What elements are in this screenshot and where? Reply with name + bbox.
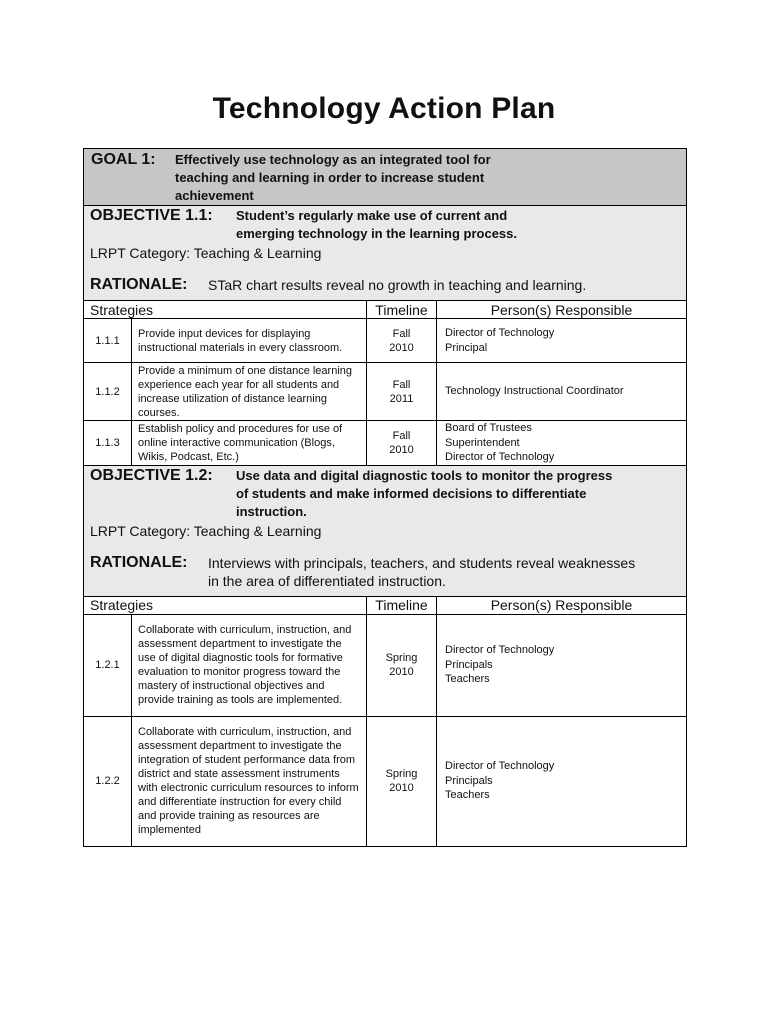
objective-cell	[84, 206, 687, 301]
goal-text-line: Effectively use technology as an integrated tool for	[175, 152, 491, 167]
goal-row	[84, 149, 687, 206]
timeline-term: Fall	[392, 327, 411, 340]
responsible-person: Technology Instructional Coordinator	[445, 385, 624, 398]
strategy-header-row	[84, 596, 687, 614]
goal-label: GOAL 1:	[91, 151, 156, 168]
responsible-person: Principals	[445, 774, 493, 787]
strategy-number: 1.1.1	[84, 319, 132, 363]
strategy-timeline	[367, 363, 437, 421]
responsible-person: Director of Technology	[445, 644, 555, 657]
strategy-responsible	[437, 421, 687, 466]
strategy-row	[84, 614, 687, 716]
responsible-person: Principal	[445, 341, 488, 354]
goal-cell	[84, 149, 687, 206]
timeline-term: Fall	[392, 429, 411, 442]
strategy-responsible	[437, 363, 687, 421]
strategy-row	[84, 363, 687, 421]
strategy-row	[84, 319, 687, 363]
strategy-number: 1.1.3	[84, 421, 132, 466]
strategy-timeline	[367, 614, 437, 716]
timeline-year: 2010	[389, 341, 414, 354]
page-title: Technology Action Plan	[212, 92, 556, 125]
responsible-person: Principals	[445, 658, 493, 671]
objective-row	[84, 206, 687, 301]
strategies-header: Strategies	[84, 596, 367, 614]
rationale-label: RATIONALE:	[90, 553, 188, 571]
objective-text-line: instruction.	[236, 503, 307, 519]
timeline-year: 2010	[389, 443, 414, 456]
timeline-term: Spring	[385, 652, 418, 664]
strategy-timeline	[367, 716, 437, 846]
strategy-row	[84, 716, 687, 846]
objective-cell	[84, 465, 687, 596]
strategy-number: 1.2.2	[84, 716, 132, 846]
timeline-year: 2010	[389, 782, 414, 794]
objective-row	[84, 465, 687, 596]
responsible-person: Teachers	[445, 673, 490, 686]
rationale-label: RATIONALE:	[90, 276, 188, 293]
strategy-responsible	[437, 319, 687, 363]
action-plan-table	[83, 148, 686, 847]
objective-text-line: emerging technology in the learning process.	[236, 226, 517, 241]
timeline-year: 2010	[389, 666, 414, 678]
strategy-description: Establish policy and procedures for use of online interactive communication (Blogs, Wikis, Podcast, Etc.)	[132, 421, 367, 466]
strategy-timeline	[367, 421, 437, 466]
responsible-person: Director of Technology	[445, 760, 555, 773]
strategy-description: Collaborate with curriculum, instruction, and assessment department to investigate the integration of student performance data from district and state assessment instruments with electronic curriculum resources to inform and differentiate instruction for every child and provide training as resources are implemented	[132, 716, 367, 846]
objective-text-line: Use data and digital diagnostic tools to monitor the progress	[236, 467, 613, 483]
strategy-responsible	[437, 614, 687, 716]
goal-text-line: teaching and learning in order to increase student	[175, 170, 485, 185]
responsible-person: Board of Trustees	[445, 422, 532, 434]
strategy-timeline	[367, 319, 437, 363]
strategy-header-row	[84, 301, 687, 319]
objective-label: OBJECTIVE 1.1:	[90, 207, 213, 224]
goal-text-line: achievement	[175, 188, 254, 203]
rationale-text-line: Interviews with principals, teachers, and students reveal weaknesses	[208, 554, 636, 571]
strategy-number: 1.1.2	[84, 363, 132, 421]
strategy-description: Provide input devices for displaying instructional materials in every classroom.	[132, 319, 367, 363]
rationale-text-line: STaR chart results reveal no growth in teaching and learning.	[208, 277, 587, 293]
timeline-term: Fall	[392, 378, 411, 391]
lrpt-category: LRPT Category: Teaching & Learning	[90, 522, 322, 539]
timeline-header: Timeline	[367, 301, 437, 319]
responsible-person: Superintendent	[445, 436, 520, 449]
strategy-description: Provide a minimum of one distance learning experience each year for all students and increase utilization of distance learning courses.	[132, 363, 367, 421]
objective-label: OBJECTIVE 1.2:	[90, 466, 213, 484]
responsible-person: Director of Technology	[445, 327, 555, 339]
strategies-header: Strategies	[84, 301, 367, 319]
objective-text-line: Student’s regularly make use of current and	[236, 208, 508, 223]
strategy-number: 1.2.1	[84, 614, 132, 716]
responsible-person: Director of Technology	[445, 451, 555, 463]
responsible-header: Person(s) Responsible	[437, 596, 687, 614]
timeline-year: 2011	[389, 392, 414, 405]
strategy-row	[84, 421, 687, 466]
strategy-description: Collaborate with curriculum, instruction, and assessment department to investigate the use of digital diagnostic tools for formative evaluation to monitor progress toward the mastery of instructional objectives and provide training as tools are implemented.	[132, 614, 367, 716]
lrpt-category: LRPT Category: Teaching & Learning	[90, 245, 322, 261]
rationale-text-line: in the area of differentiated instruction.	[208, 572, 446, 589]
strategy-responsible	[437, 716, 687, 846]
timeline-header: Timeline	[367, 596, 437, 614]
timeline-term: Spring	[385, 768, 418, 780]
objective-text-line: of students and make informed decisions to differentiate	[236, 485, 587, 501]
responsible-person: Teachers	[445, 789, 490, 802]
responsible-header: Person(s) Responsible	[437, 301, 687, 319]
